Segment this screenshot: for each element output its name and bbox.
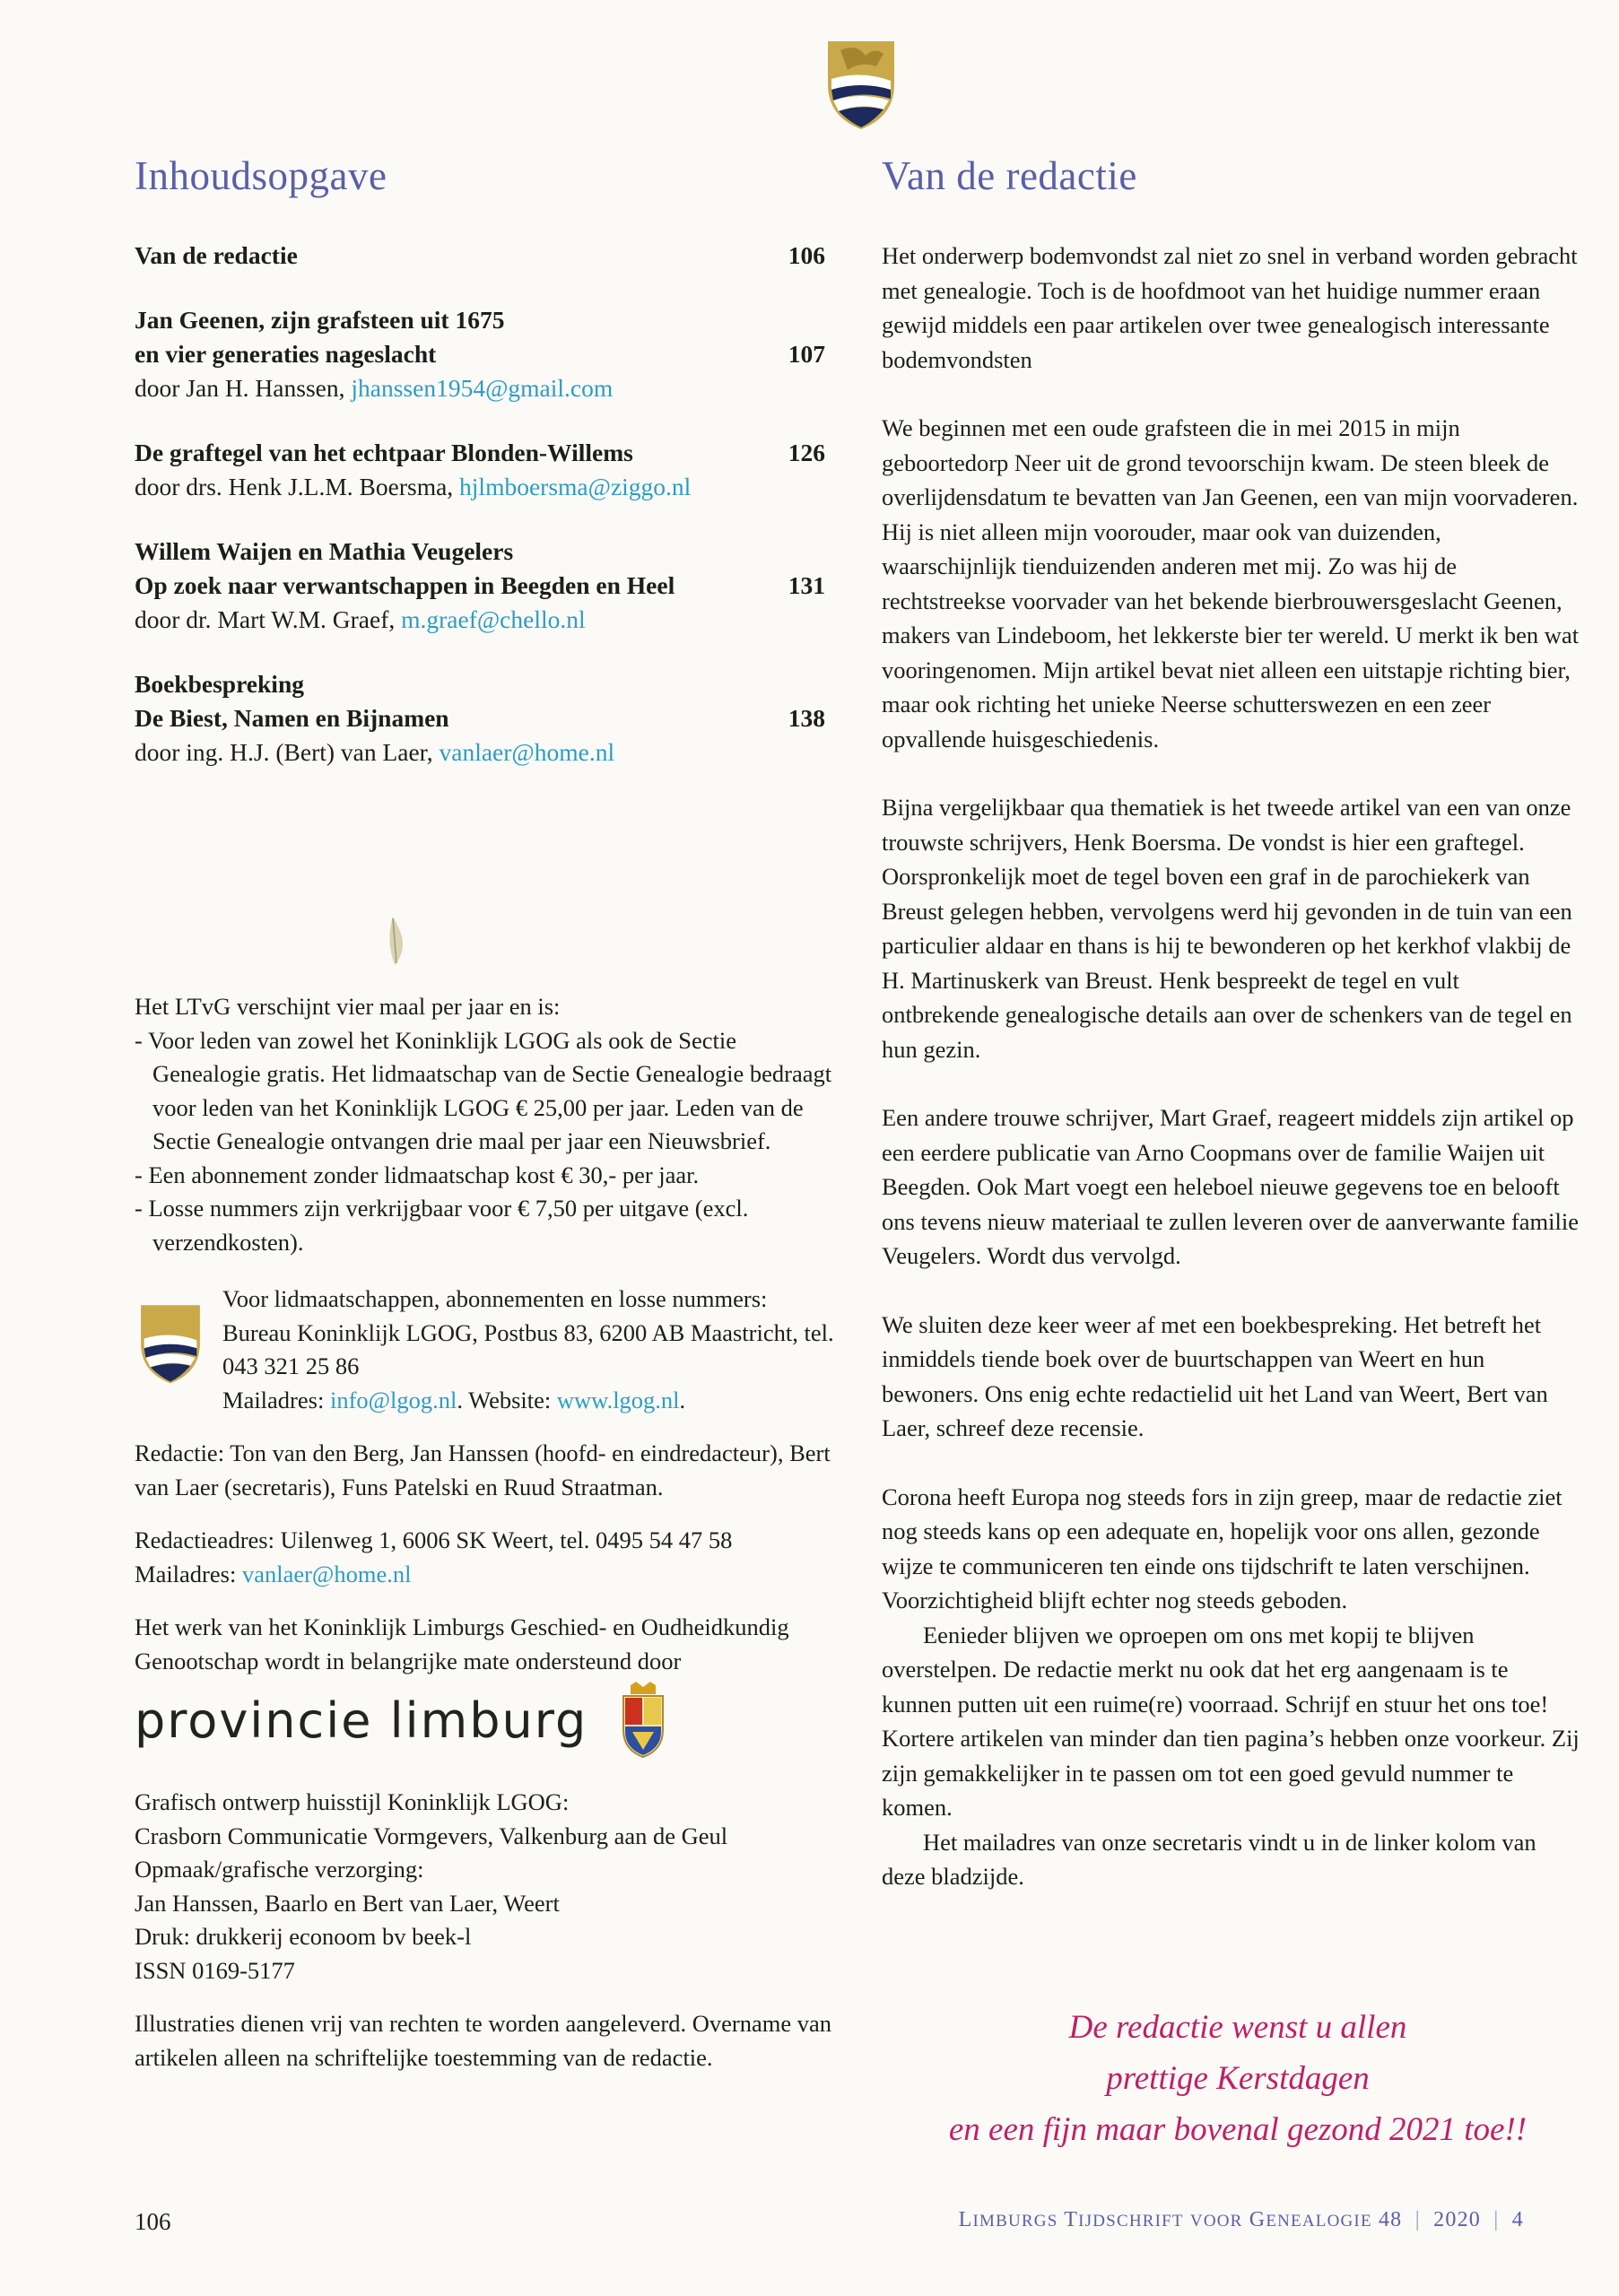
toc-title: De Biest, Namen en Bijnamen — [135, 704, 449, 732]
website-end: . — [679, 1386, 686, 1413]
table-of-contents — [135, 239, 825, 770]
credit-line: Crasborn Communicatie Vormgevers, Valkenburg aan de Geul — [135, 1822, 728, 1849]
toc-page-number: 107 — [788, 340, 825, 368]
journal-name-word — [1249, 2208, 1372, 2231]
editorial-paragraph: We beginnen met een oude grafsteen die in mei 2015 in mijn geboortedorp Neer uit de grond tevoorschijn kwam. De steen bleek de overlijdensdatum te bevatten van Jan Geenen, een van mijn voorvaderen. Hij is niet alleen mijn voorouder, maar ook van duizenden, waarschijnlijk tienduizenden anderen met mij. Zo was hij de rechtstreekse voorvader van het bekende bierbrouwersgeslacht Geenen, makers van Lindeboom, het lekkerste bier ter wereld. U merkt ik ben wat vooringenomen. Mijn artikel bevat niet alleen een uitstapje richting bier, maar ook richting het unieke Neerse schutterswezen en een zeer opvallende huisgeschiedenis. — [882, 414, 1580, 752]
credit-line: ISSN 0169-5177 — [135, 1956, 295, 1984]
toc-author-name: door drs. Henk J.L.M. Boersma, — [135, 473, 460, 500]
journal-name-word — [1190, 2208, 1243, 2231]
toc-author-email[interactable]: hjlmboersma@ziggo.nl — [459, 473, 692, 500]
editorial-paragraph: We sluiten deze keer weer af met een boekbespreking. Het betreft het inmiddels tiende boek over de buurtschappen van Weert en hun bewoners. Ons enig echte redactielid uit het Land van Weert, Bert van Laer, schreef deze recensie. — [882, 1310, 1548, 1441]
toc-author-email[interactable]: jhanssen1954@gmail.com — [351, 374, 614, 402]
toc-page-number: 126 — [788, 439, 825, 466]
left-column — [135, 152, 825, 800]
greeting-line: De redactie wenst u allen — [1068, 2009, 1407, 2046]
info-list — [135, 1024, 834, 1260]
credits-block — [135, 1786, 834, 1987]
support-text: Het werk van het Koninklijk Limburgs Geschied- en Oudheidkundig Genootschap wordt in belangrijke mate ondersteund door — [135, 1613, 789, 1674]
editorial-paragraph: Bijna vergelijkbaar qua thematiek is het tweede artikel van een van onze trouwste schrijvers, Henk Boersma. De vondst is hier een graftegel. Oorspronkelijk moet de tegel boven een graf in de parochiekerk van Breust gelegen hebben, vervolgens werd hij gevonden in de tuin van een particulier aldaar en thans is hij te bewonderen op het kerkhof vlakbij de H. Martinuskerk van Breust. Henk bespreekt de tegel en vult ontbrekende genealogische details aan over de schenkers van de tegel en hun gezin. — [882, 794, 1572, 1063]
toc-page-number: 131 — [788, 571, 825, 599]
journal-word-rest: IMBURGS — [972, 2212, 1058, 2231]
toc-author-name: door ing. H.J. (Bert) van Laer, — [135, 738, 440, 766]
credit-line: Grafisch ontwerp huisstijl Koninklijk LGOG: — [135, 1788, 570, 1815]
editorial-paragraph: Het onderwerp bodemvondst zal niet zo snel in verband worden gebracht met genealogie. Toch is de hoofdmoot van het huidige nummer eraan gewijd middels een paar artikelen over twee genealogisch interessante bodemvondsten — [882, 242, 1578, 373]
toc-title: Op zoek naar verwantschappen in Beegden en Heel — [135, 571, 675, 599]
lgog-website-link[interactable]: www.lgog.nl — [556, 1386, 680, 1413]
toc-author — [135, 603, 825, 637]
toc-author — [135, 371, 825, 405]
editorial-paragraph: Eenieder blijven we oproepen om ons met kopij te blijven overstelpen. De redactie merkt nu ook dat het erg aangenaam is te kunnen putten uit een ruime(re) voorraad. Schrijf en stuur het ons toe! Kortere artikelen van minder dan tien pagina’s hebben onze voorkeur. Zij zijn gemakkelijker in te passen om tot een goed gevuld nummer te komen. — [882, 1621, 1580, 1821]
credit-line: Jan Hanssen, Baarlo en Bert van Laer, Weert — [135, 1889, 560, 1917]
editorial-paragraph: Corona heeft Europa nog steeds fors in zijn greep, maar de redactie ziet nog steeds kans op een adequate en, hopelijk voor ons allen, gezonde wijze te communiceren ten einde ons tijdschrift te laten verschijnen. Voorzichtigheid blijft echter nog steeds geboden. — [882, 1483, 1562, 1613]
membership-text: Voor lidmaatschappen, abonnementen en losse nummers: Bureau Koninklijk LGOG, Postbus 83, 6200 AB Maastricht, tel. 043 321 25 86 — [222, 1285, 834, 1379]
website-label: . Website: — [457, 1386, 557, 1413]
page-number: 106 — [135, 2208, 171, 2235]
lgog-email-link[interactable]: info@lgog.nl — [329, 1386, 457, 1413]
lgog-shield-logo — [135, 1293, 206, 1392]
journal-name-word — [1064, 2208, 1183, 2231]
info-list-item: - Voor leden van zowel het Koninklijk LGOG als ook de Sectie Genealogie gratis. Het lidmaatschap van de Sectie Genealogie bedraagt voor leden van het Koninklijk LGOG € 25,00 per jaar. Leden van de Sectie Genealogie ontvangen drie maal per jaar een Nieuwsbrief. — [135, 1026, 832, 1154]
province-name: provincie limburg — [135, 1692, 588, 1749]
toc-title: Van de redactie — [135, 241, 298, 269]
toc-heading: Inhoudsopgave — [135, 153, 387, 198]
journal-word-rest: IJDSCHRIFT — [1078, 2212, 1184, 2231]
provincie-limburg-crest — [618, 1682, 668, 1759]
editor-email-link[interactable]: vanlaer@home.nl — [241, 1560, 412, 1587]
toc-title: en vier generaties nageslacht — [135, 340, 437, 368]
membership-block — [135, 1283, 834, 1417]
rights-text: Illustraties dienen vrij van rechten te worden aangeleverd. Overname van artikelen alleen na schriftelijke toestemming van de redactie. — [135, 2010, 832, 2071]
toc-page-number: 106 — [788, 241, 825, 269]
journal-name-word — [959, 2208, 1058, 2231]
editorial-paragraph: Het mailadres van onze secretaris vindt u in de linker kolom van deze bladzijde. — [882, 1828, 1536, 1890]
christmas-greeting — [897, 2002, 1579, 2155]
footer-volume: 48 — [1378, 2208, 1403, 2231]
toc-author-name: door dr. Mart W.M. Graef, — [135, 605, 402, 633]
info-list-item: - Losse nummers zijn verkrijgbaar voor € 7,50 per uitgave (excl. verzendkosten). — [135, 1195, 749, 1256]
journal-word-rest: ENEALOGIE — [1266, 2212, 1372, 2231]
editorial-address — [135, 1524, 834, 1591]
toc-title: De graftegel van het echtpaar Blonden-Willems — [135, 439, 633, 466]
info-list-item: - Een abonnement zonder lidmaatschap kost € 30,- per jaar. — [135, 1161, 700, 1188]
footer-year: 2020 — [1433, 2208, 1481, 2231]
toc-author-name: door Jan H. Hanssen, — [135, 374, 352, 402]
journal-initial: L — [958, 2208, 973, 2231]
journal-name — [959, 2208, 1379, 2231]
info-intro: Het LTvG verschijnt vier maal per jaar en is: — [135, 993, 561, 1020]
journal-word-rest: VOOR — [1189, 2212, 1243, 2231]
toc-title: Boekbespreking — [135, 670, 304, 698]
right-column — [882, 152, 1581, 1894]
toc-author — [135, 470, 825, 504]
journal-initial: G — [1249, 2208, 1266, 2231]
footer-issue: 4 — [1511, 2208, 1524, 2231]
toc-title: Jan Geenen, zijn grafsteen uit 1675 — [135, 306, 505, 334]
mail-label: Mailadres: — [222, 1386, 330, 1413]
credit-line: Druk: drukkerij econoom bv beek-l — [135, 1923, 472, 1950]
toc-entry — [135, 436, 825, 504]
editors-text: Redactie: Ton van den Berg, Jan Hanssen (hoofd- en eindredacteur), Bert van Laer (secretaris), Funs Patelski en Ruud Straatman. — [135, 1439, 831, 1500]
toc-title: Willem Waijen en Mathia Veugelers — [135, 537, 514, 565]
editorial-paragraph: Een andere trouwe schrijver, Mart Graef, reageert middels zijn artikel op een eerdere publicatie van Arno Coopmans over de familie Waijen uit Beegden. Ook Mart voegt een heleboel nieuwe gegevens toe en belooft ons tevens nieuw materiaal te zullen leveren over de aanverwante familie Veugelers. Wordt dus vervolgd. — [882, 1104, 1579, 1269]
publication-info — [135, 990, 834, 2074]
address-mail-label: Mailadres: — [135, 1560, 242, 1587]
editorial-heading: Van de redactie — [882, 153, 1137, 198]
greeting-line: prettige Kerstdagen — [1106, 2060, 1370, 2097]
greeting-line: en een fijn maar bovenal gezond 2021 toe!! — [948, 2111, 1528, 2148]
toc-entry — [135, 535, 825, 637]
toc-author — [135, 735, 825, 770]
credit-line: Opmaak/grafische verzorging: — [135, 1856, 424, 1883]
journal-initial: T — [1064, 2208, 1079, 2231]
toc-entry — [135, 303, 825, 405]
leaf-ornament-icon — [382, 913, 409, 970]
address-text: Redactieadres: Uilenweg 1, 6006 SK Weert, tel. 0495 54 47 58 — [135, 1526, 733, 1553]
toc-entry — [135, 667, 825, 770]
editorial-text — [882, 239, 1581, 1894]
toc-page-number: 138 — [788, 704, 825, 732]
journal-footer: LIMBURGS TIJDSCHRIFT VOOR GENEALOGIE 48 | 2020 | 4 — [958, 2208, 1524, 2231]
provincie-limburg-logo — [135, 1682, 834, 1759]
toc-author-email[interactable]: vanlaer@home.nl — [439, 738, 615, 766]
lgog-shield-logo — [821, 34, 901, 133]
toc-entry — [135, 239, 825, 273]
toc-author-email[interactable]: m.graef@chello.nl — [401, 605, 586, 633]
